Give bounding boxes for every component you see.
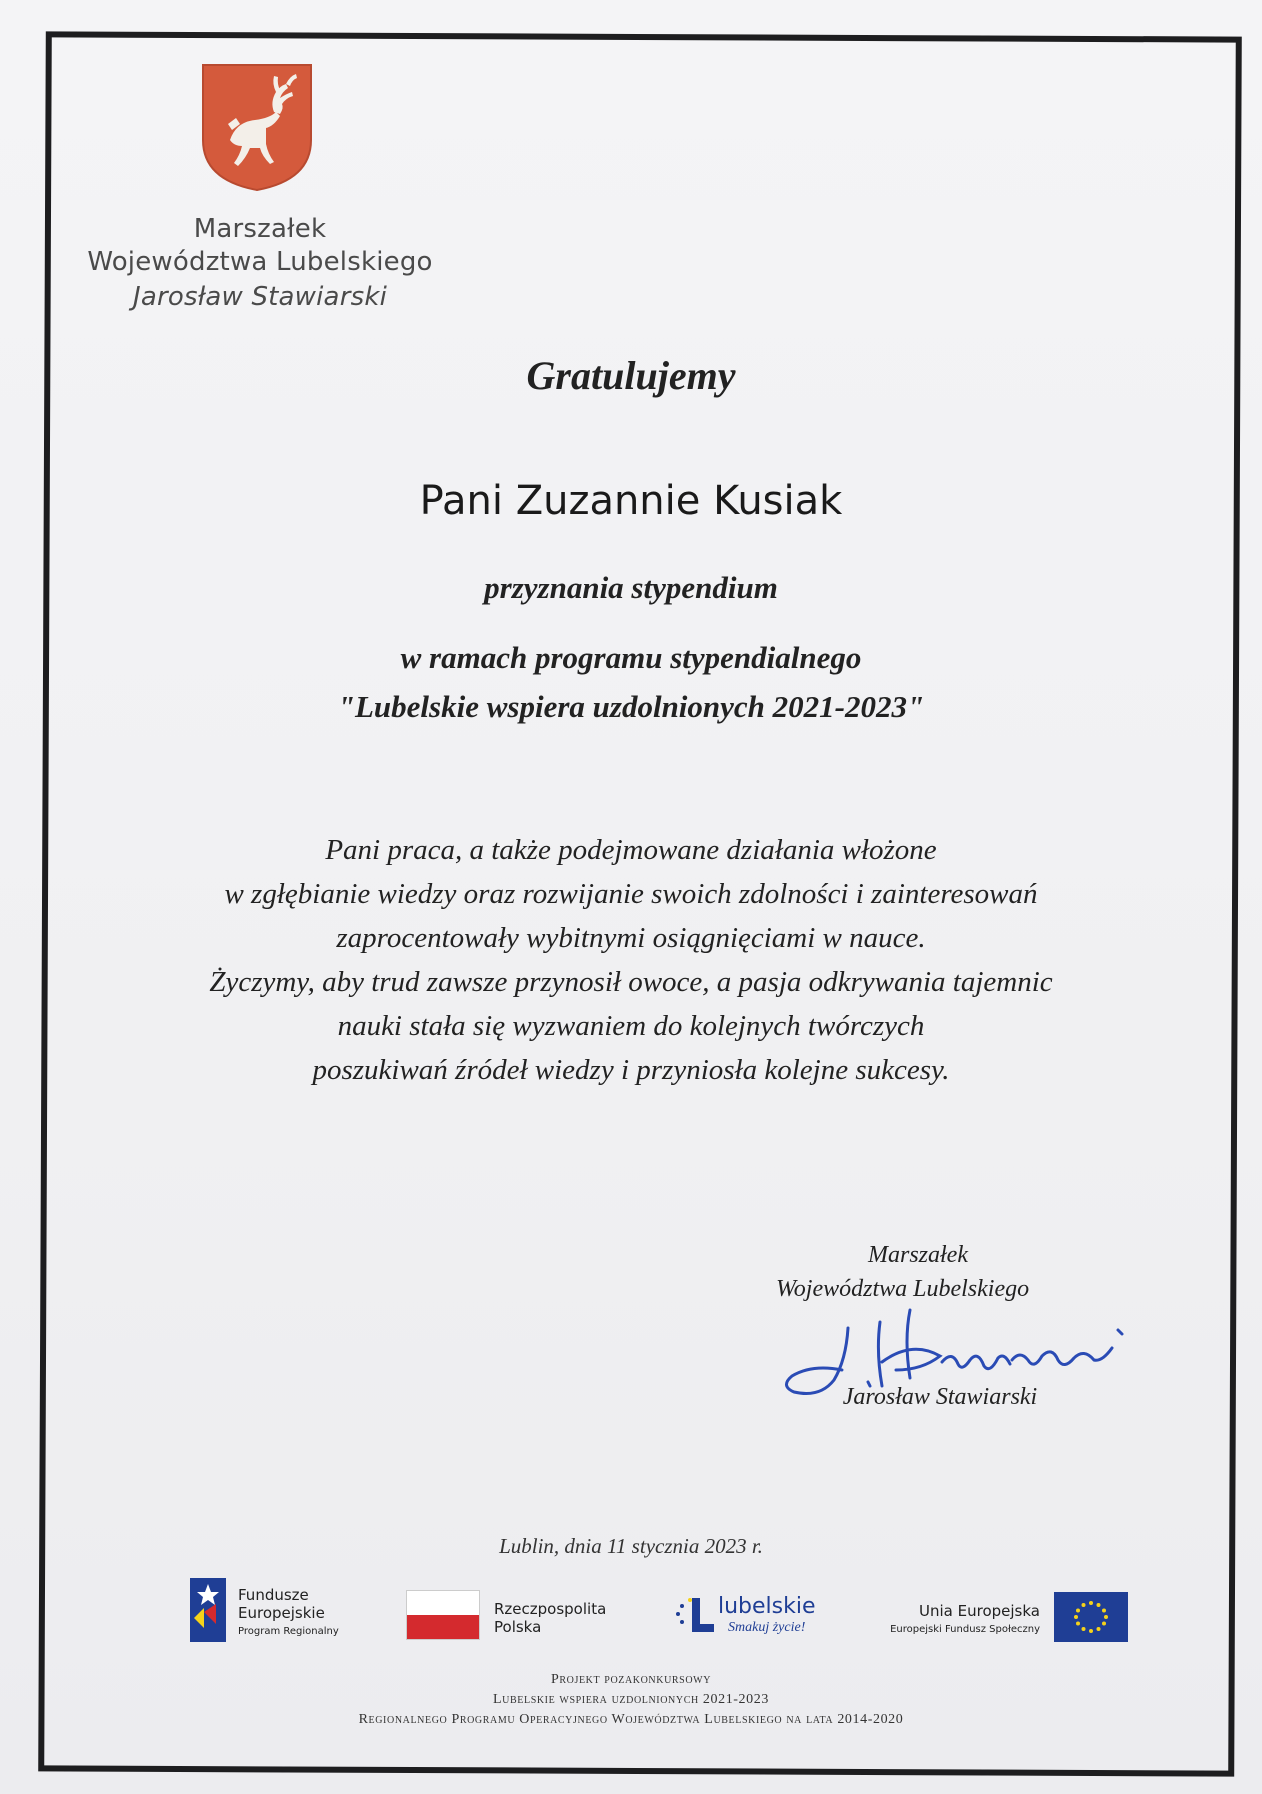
polish-flag-icon bbox=[406, 1590, 480, 1640]
lubelskie-logo-icon bbox=[672, 1592, 720, 1636]
body-line-6: poszukiwań źródeł wiedzy i przyniosła kolejne sukcesy. bbox=[312, 1054, 950, 1086]
european-funds-logo-icon bbox=[190, 1578, 226, 1642]
place-date: Lublin, dnia 11 stycznia 2023 r. bbox=[499, 1534, 763, 1558]
header-org-title: Marszałek bbox=[193, 214, 327, 244]
coat-of-arms-deer-icon bbox=[200, 62, 314, 192]
recipient-name: Pani Zuzannie Kusiak bbox=[419, 478, 843, 524]
program-line-2: "Lubelskie wspiera uzdolnionych 2021-2023" bbox=[337, 689, 925, 724]
signature-name: Jarosław Stawiarski bbox=[842, 1384, 1038, 1410]
award-line: przyznania stypendium bbox=[484, 570, 778, 605]
body-line-2: w zgłębianie wiedzy oraz rozwijanie swoich zdolności i zainteresowań bbox=[224, 878, 1038, 910]
lubelskie-logo-tagline: Smakuj życie! bbox=[728, 1620, 806, 1635]
header-org-name: Jarosław Stawiarski bbox=[132, 282, 388, 312]
body-line-1: Pani praca, a także podejmowane działania włożone bbox=[325, 834, 937, 866]
body-line-3: zaprocentowały wybitnymi osiągnięciami w nauce. bbox=[336, 922, 926, 954]
program-line-1: w ramach programu stypendialnego bbox=[400, 640, 862, 675]
eu-logo-line1: Unia Europejska bbox=[919, 1602, 1040, 1620]
fe-logo-line2: Europejskie bbox=[238, 1604, 325, 1622]
body-line-4: Życzymy, aby trud zawsze przynosił owoce, a pasja odkrywania tajemnic bbox=[209, 966, 1053, 998]
eu-flag-icon bbox=[1054, 1592, 1128, 1642]
footer-line-3: Regionalnego Programu Operacyjnego Województwa Lubelskiego na lata 2014-2020 bbox=[358, 1712, 904, 1727]
signature-title-2: Województwa Lubelskiego bbox=[776, 1276, 1030, 1302]
fe-logo-line3: Program Regionalny bbox=[238, 1626, 339, 1637]
header-org-region: Województwa Lubelskiego bbox=[87, 247, 433, 277]
fe-logo-line1: Fundusze bbox=[238, 1586, 309, 1604]
rp-logo-line1: Rzeczpospolita bbox=[494, 1600, 607, 1618]
footer-line-2: Lubelskie wspiera uzdolnionych 2021-2023 bbox=[493, 1692, 769, 1707]
signature-title-1: Marszałek bbox=[868, 1242, 968, 1268]
body-line-5: nauki stała się wyzwaniem do kolejnych twórczych bbox=[337, 1010, 925, 1042]
eu-logo-line2: Europejski Fundusz Społeczny bbox=[890, 1624, 1040, 1635]
lubelskie-logo-name: lubelskie bbox=[718, 1594, 816, 1619]
footer-line-1: Projekt pozakonkursowy bbox=[550, 1672, 712, 1687]
rp-logo-line2: Polska bbox=[494, 1618, 542, 1636]
congratulations-title: Gratulujemy bbox=[526, 353, 736, 398]
